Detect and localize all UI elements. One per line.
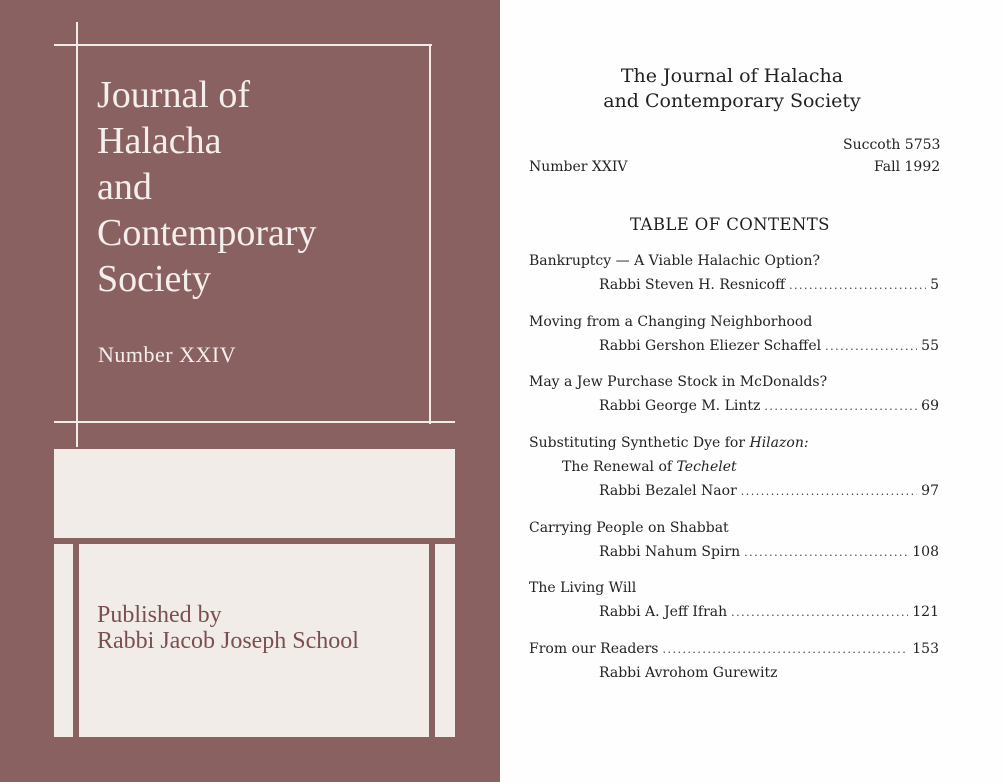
cover-white-band [54, 449, 455, 538]
toc-entry-author-line [599, 544, 939, 560]
dot-leader [789, 279, 926, 292]
toc-entry-page: 121 [912, 604, 939, 620]
cover-title-line: and [97, 166, 152, 208]
toc-entry-page: 55 [921, 338, 939, 354]
toc-entry-title: Moving from a Changing Neighborhood [529, 314, 813, 330]
toc-entry-title: May a Jew Purchase Stock in McDonalds? [529, 374, 828, 390]
dot-leader [741, 485, 917, 498]
cover-title-line: Journal of [97, 74, 251, 116]
toc-entry-page: 69 [921, 398, 939, 414]
table-of-contents-page [500, 0, 1004, 782]
journal-title [500, 64, 964, 114]
cover-frame-left-line [76, 22, 78, 447]
toc-entry-page: 153 [912, 641, 939, 657]
toc-entry-author: Rabbi George M. Lintz [599, 398, 761, 414]
dot-leader [744, 546, 908, 559]
cover-frame-bottom-line [54, 421, 455, 423]
publisher-line: Published by [97, 602, 222, 628]
toc-entry-author: Rabbi Steven H. Resnicoff [599, 277, 786, 293]
cover-frame-top-line [54, 44, 432, 46]
toc-heading: TABLE OF CONTENTS [630, 215, 830, 234]
cover-title [97, 72, 317, 302]
publisher-line: Rabbi Jacob Joseph School [97, 628, 359, 654]
journal-title-line: The Journal of Halacha [620, 65, 844, 87]
toc-entry-title: Bankruptcy — A Viable Halachic Option? [529, 253, 821, 269]
issue-date: Fall 1992 [874, 159, 941, 175]
cover-white-strip-left [54, 544, 73, 737]
issue-succoth: Succoth 5753 [843, 137, 941, 153]
dot-leader [825, 340, 917, 353]
toc-entry-author: Rabbi Nahum Spirn [599, 544, 741, 560]
cover-title-line: Society [97, 258, 211, 300]
cover-white-strip-right [435, 544, 455, 737]
cover-title-line: Contemporary [97, 212, 317, 254]
toc-entry-title: From our Readers [529, 641, 659, 657]
toc-entry-author-line [599, 277, 939, 293]
cover-title-line: Halacha [97, 120, 222, 162]
toc-entry-page: 97 [921, 483, 939, 499]
toc-entry-author: Rabbi Bezalel Naor [599, 483, 737, 499]
toc-entry-title: The Living Will [529, 580, 637, 596]
toc-entry-author-line [599, 604, 939, 620]
toc-entry-author-line [599, 483, 939, 499]
toc-entry-author: Rabbi Gershon Eliezer Schaffel [599, 338, 822, 354]
toc-entry-title-line [529, 641, 939, 657]
journal-cover [0, 0, 500, 782]
toc-entry-title [529, 435, 809, 451]
toc-entry-page: 5 [930, 277, 939, 293]
cover-issue-number: Number XXIV [98, 342, 237, 367]
toc-entry-subtitle-main: The Renewal of [562, 459, 677, 475]
toc-entry-title: Carrying People on Shabbat [529, 520, 729, 536]
dot-leader [731, 606, 908, 619]
cover-publisher [97, 602, 359, 654]
toc-entry-author-line [599, 398, 939, 414]
toc-entry-author-line [599, 338, 939, 354]
journal-title-line: and Contemporary Society [603, 90, 861, 112]
toc-entry-page: 108 [912, 544, 939, 560]
cover-frame-right-line [429, 44, 431, 424]
toc-entry-author: Rabbi A. Jeff Ifrah [599, 604, 728, 620]
dot-leader [764, 400, 917, 413]
toc-entry-title-italic: Hilazon: [749, 435, 809, 451]
toc-entry-title-main: Substituting Synthetic Dye for [529, 435, 750, 451]
toc-entry-subtitle [562, 459, 737, 475]
issue-number: Number XXIV [529, 159, 628, 175]
toc-entry-author: Rabbi Avrohom Gurewitz [599, 665, 778, 681]
dot-leader [662, 643, 908, 656]
toc-entry-subtitle-italic: Techelet [676, 459, 737, 475]
